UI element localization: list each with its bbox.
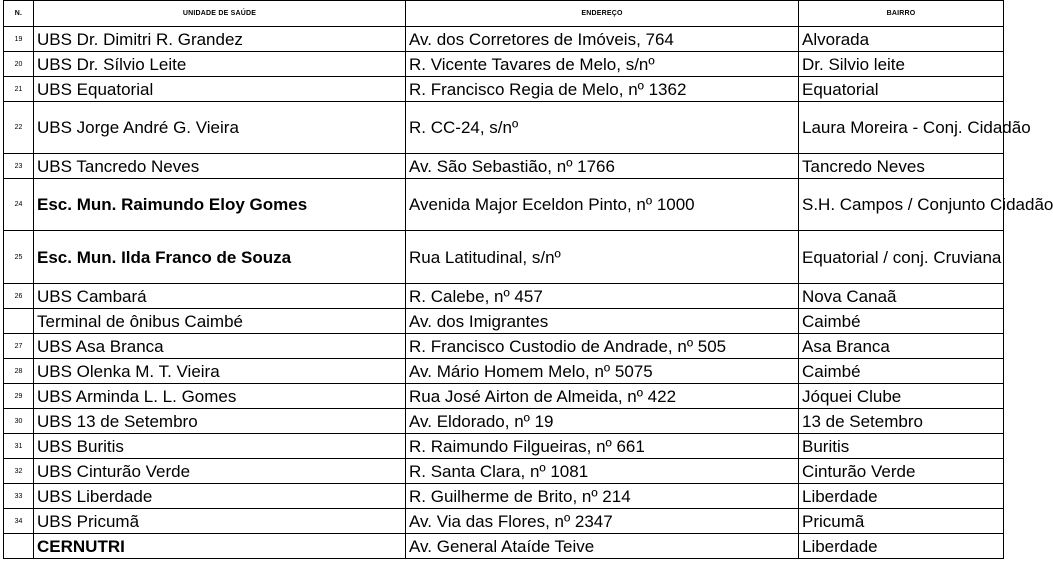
row-bairro: Dr. Silvio leite <box>799 52 1004 77</box>
row-endereco: Rua José Airton de Almeida, nº 422 <box>406 384 799 409</box>
row-bairro: Buritis <box>799 434 1004 459</box>
row-endereco: R. Santa Clara, nº 1081 <box>406 459 799 484</box>
row-number: 20 <box>4 52 34 77</box>
table-row <box>4 309 1004 334</box>
row-unidade: UBS Equatorial <box>34 77 406 102</box>
row-unidade: UBS Asa Branca <box>34 334 406 359</box>
row-endereco: R. Guilherme de Brito, nº 214 <box>406 484 799 509</box>
row-number: 19 <box>4 27 34 52</box>
table-row <box>4 459 1004 484</box>
row-unidade: UBS Arminda L. L. Gomes <box>34 384 406 409</box>
row-number: 33 <box>4 484 34 509</box>
row-endereco: Av. General Ataíde Teive <box>406 534 799 559</box>
row-unidade: UBS Pricumã <box>34 509 406 534</box>
row-bairro: 13 de Setembro <box>799 409 1004 434</box>
row-number: 27 <box>4 334 34 359</box>
table-row <box>4 27 1004 52</box>
table-row <box>4 154 1004 179</box>
row-bairro: Laura Moreira - Conj. Cidadão <box>799 102 1004 154</box>
row-endereco: Av. Mário Homem Melo, nº 5075 <box>406 359 799 384</box>
table-row <box>4 534 1004 559</box>
row-endereco: R. Raimundo Filgueiras, nº 661 <box>406 434 799 459</box>
row-unidade: Esc. Mun. Ilda Franco de Souza <box>34 231 406 284</box>
row-bairro: Caimbé <box>799 359 1004 384</box>
table-row <box>4 359 1004 384</box>
row-unidade: UBS Buritis <box>34 434 406 459</box>
row-number: 29 <box>4 384 34 409</box>
header-unidade: UNIDADE DE SAÚDE <box>34 1 406 27</box>
row-unidade: UBS Liberdade <box>34 484 406 509</box>
table-row <box>4 231 1004 284</box>
row-number: 21 <box>4 77 34 102</box>
row-bairro: Liberdade <box>799 484 1004 509</box>
row-unidade: UBS Cambará <box>34 284 406 309</box>
table-row <box>4 334 1004 359</box>
row-endereco: Av. dos Imigrantes <box>406 309 799 334</box>
table-header-row <box>4 1 1004 27</box>
row-bairro: Nova Canaã <box>799 284 1004 309</box>
row-endereco: R. Francisco Regia de Melo, nº 1362 <box>406 77 799 102</box>
row-number: 30 <box>4 409 34 434</box>
row-endereco: Av. dos Corretores de Imóveis, 764 <box>406 27 799 52</box>
row-endereco: Av. São Sebastião, nº 1766 <box>406 154 799 179</box>
row-unidade: UBS Dr. Dimitri R. Grandez <box>34 27 406 52</box>
row-unidade: UBS Jorge André G. Vieira <box>34 102 406 154</box>
row-bairro: Asa Branca <box>799 334 1004 359</box>
row-unidade: Terminal de ônibus Caimbé <box>34 309 406 334</box>
row-unidade: UBS Tancredo Neves <box>34 154 406 179</box>
row-bairro: Cinturão Verde <box>799 459 1004 484</box>
row-number: 32 <box>4 459 34 484</box>
table-row <box>4 77 1004 102</box>
row-number: 23 <box>4 154 34 179</box>
row-endereco: R. Calebe, nº 457 <box>406 284 799 309</box>
row-bairro: Equatorial <box>799 77 1004 102</box>
row-unidade: UBS Dr. Sílvio Leite <box>34 52 406 77</box>
row-number: 31 <box>4 434 34 459</box>
row-endereco: Rua Latitudinal, s/nº <box>406 231 799 284</box>
row-bairro: Equatorial / conj. Cruviana <box>799 231 1004 284</box>
table-row <box>4 484 1004 509</box>
row-unidade: UBS Cinturão Verde <box>34 459 406 484</box>
table-row <box>4 409 1004 434</box>
table-row <box>4 434 1004 459</box>
row-endereco: R. Francisco Custodio de Andrade, nº 505 <box>406 334 799 359</box>
row-unidade: Esc. Mun. Raimundo Eloy Gomes <box>34 179 406 231</box>
row-unidade: UBS 13 de Setembro <box>34 409 406 434</box>
row-bairro: Alvorada <box>799 27 1004 52</box>
header-number: N. <box>4 1 34 27</box>
row-number: 28 <box>4 359 34 384</box>
row-number <box>4 309 34 334</box>
header-endereco: ENDEREÇO <box>406 1 799 27</box>
row-endereco: R. CC-24, s/nº <box>406 102 799 154</box>
header-bairro: BAIRRO <box>799 1 1004 27</box>
table-row <box>4 384 1004 409</box>
row-bairro: S.H. Campos / Conjunto Cidadão <box>799 179 1004 231</box>
row-bairro: Caimbé <box>799 309 1004 334</box>
row-number: 25 <box>4 231 34 284</box>
table-row <box>4 179 1004 231</box>
row-unidade: CERNUTRI <box>34 534 406 559</box>
table-body <box>4 27 1053 559</box>
row-number: 24 <box>4 179 34 231</box>
row-endereco: Av. Via das Flores, nº 2347 <box>406 509 799 534</box>
row-endereco: Avenida Major Eceldon Pinto, nº 1000 <box>406 179 799 231</box>
row-endereco: R. Vicente Tavares de Melo, s/nº <box>406 52 799 77</box>
row-number <box>4 534 34 559</box>
row-number: 26 <box>4 284 34 309</box>
row-bairro: Tancredo Neves <box>799 154 1004 179</box>
table-row <box>4 52 1004 77</box>
table-row <box>4 102 1004 154</box>
table-row <box>4 284 1004 309</box>
row-bairro: Jóquei Clube <box>799 384 1004 409</box>
health-units-table <box>3 0 1053 559</box>
row-unidade: UBS Olenka M. T. Vieira <box>34 359 406 384</box>
row-endereco: Av. Eldorado, nº 19 <box>406 409 799 434</box>
table-row <box>4 509 1004 534</box>
row-number: 22 <box>4 102 34 154</box>
row-bairro: Pricumã <box>799 509 1004 534</box>
row-number: 34 <box>4 509 34 534</box>
row-bairro: Liberdade <box>799 534 1004 559</box>
